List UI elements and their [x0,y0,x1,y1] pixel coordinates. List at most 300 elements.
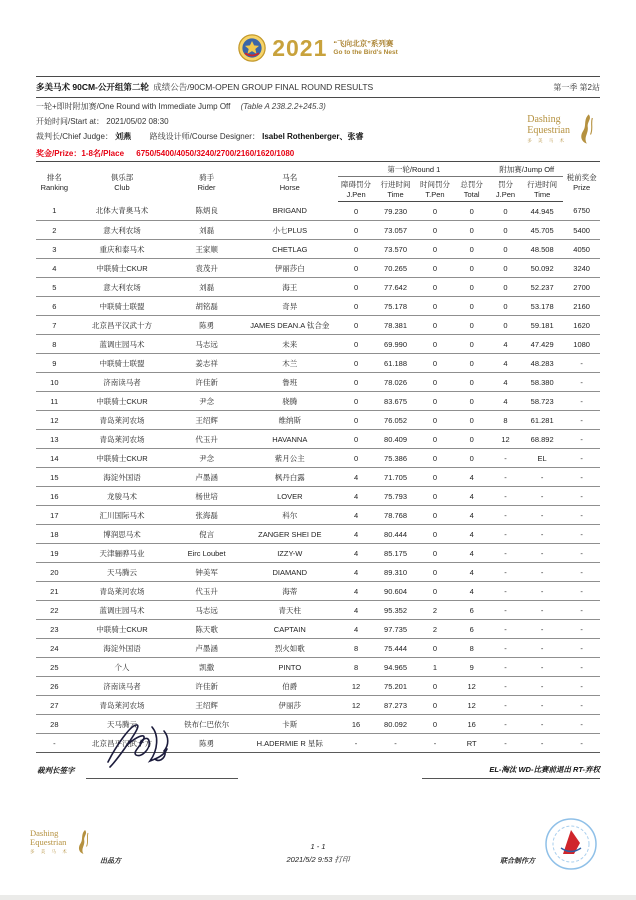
table-row [36,601,600,620]
signature-line [86,778,238,779]
cell-rider: 马志远 [195,339,218,349]
cell-r1-tpen: 0 [432,263,438,273]
cell-jo-jpen: - [504,662,507,672]
cell-jo-time: 61.281 [530,415,554,425]
cell-horse: HAVANNA [272,434,308,444]
cell-club: 天津骊骅马业 [99,548,145,558]
cell-r1-time: 85.175 [384,548,407,558]
cell-r1-total: 0 [469,415,474,425]
cell-prize: - [580,396,583,406]
cell-jo-time: - [540,567,544,577]
cell-prize: 1080 [573,339,590,349]
cell-horse: 伊丽莎 [278,700,302,710]
cell-jo-time: 47.429 [530,339,554,349]
cell-r1-tpen: 2 [432,605,438,615]
cell-r1-time: - [394,738,397,748]
cell-r1-tpen: 0 [432,358,438,368]
cell-r1-total: 0 [469,263,474,273]
cell-jo-jpen: - [504,453,507,463]
brand-sub-cn: 多 美 马 术 [527,138,567,143]
cell-horse: 奇异 [282,301,298,311]
cell-r1-time: 78.381 [384,320,407,330]
table-row [36,563,600,582]
cell-r1-tpen: 0 [432,529,438,539]
cell-r1-jpen: 4 [353,529,359,539]
cell-r1-total: 0 [469,282,474,292]
cell-jo-jpen: - [504,643,507,653]
cell-prize: 2700 [573,282,590,292]
cell-prize: 1620 [573,320,590,330]
cell-r1-tpen: - [433,738,437,748]
cell-club: 北京昌平汉武十方 [92,738,152,748]
cell-prize: - [580,567,583,577]
table-row [36,620,600,639]
cell-ranking: 18 [50,529,59,539]
cell-club: 北京昌平汉武十方 [92,320,152,330]
table-row [36,582,600,601]
cell-horse: 紫月公主 [274,453,305,463]
cell-jo-time: 58.723 [530,396,554,406]
cell-jo-time: 52.237 [530,282,554,292]
cell-r1-time: 80.409 [384,434,407,444]
cell-r1-tpen: 0 [432,301,438,311]
cell-ranking: 7 [52,320,57,330]
cell-prize: - [580,605,583,615]
brand-name [527,114,570,136]
cell-r1-tpen: 0 [432,719,438,729]
cell-rider: 王绍辉 [195,415,218,425]
col-rider-en: Rider [197,183,216,193]
cell-r1-total: 0 [469,320,474,330]
col-rider-cn: 骑手 [199,173,215,183]
cell-rider: 马志远 [195,605,218,615]
cell-horse: 小七PLUS [272,225,308,235]
cell-club: 天马腾云 [107,567,137,577]
cell-club: 博润思马术 [103,529,141,539]
cell-r1-jpen: 0 [353,320,359,330]
start-time-line [36,116,169,127]
cell-ranking: 12 [50,415,59,425]
brand-line2: Equestrian [30,837,67,847]
cell-r1-total: 12 [467,681,476,691]
cell-rider: 倪言 [199,529,215,539]
cell-club: 汇川国际马术 [99,510,145,520]
cell-r1-jpen: 12 [351,700,361,710]
cell-horse: 伊丽莎白 [274,263,305,273]
col-header-prize [563,162,600,202]
cell-ranking: 25 [50,662,59,672]
cell-r1-jpen: 4 [353,491,359,501]
cell-club: 济南读马者 [103,681,141,691]
brand-line2: Equestrian [527,125,570,136]
cell-jo-jpen: - [504,605,507,615]
cell-prize: - [580,738,583,748]
cell-ranking: 9 [52,358,57,368]
cell-club: 意大利农场 [103,225,141,235]
table-row [36,278,600,297]
cell-club: 龙骏马术 [107,491,137,501]
cell-jo-time: 45.705 [530,225,554,235]
cell-r1-total: 4 [469,548,474,558]
cell-r1-jpen: 0 [353,434,359,444]
cell-r1-jpen: 4 [353,510,359,520]
cell-r1-jpen: 0 [353,377,359,387]
cell-ranking: 11 [50,396,59,406]
cell-ranking: 2 [52,225,57,235]
table-row [36,202,600,221]
cell-prize: - [580,491,583,501]
cell-jo-jpen: - [504,567,507,577]
col-header-club [73,162,172,202]
cell-jo-jpen: 0 [503,320,508,330]
cell-r1-time: 75.178 [384,301,407,311]
col-ranking-cn: 排名 [46,173,62,183]
cell-club: 中联骑士CKUR [96,396,148,406]
col-jo-time-cn: 行进时间 [527,180,558,189]
cell-r1-total: 4 [469,510,474,520]
cell-r1-jpen: 0 [353,206,359,216]
cell-jo-time: - [540,472,544,482]
cell-jo-jpen: 12 [501,434,510,444]
cell-jo-jpen: 0 [503,244,508,254]
cell-r1-jpen: 4 [353,472,359,482]
table-row [36,639,600,658]
page-title-en: 成绩公告/90CM-OPEN GROUP FINAL ROUND RESULTS [153,82,374,92]
cell-r1-tpen: 0 [432,434,438,444]
prize-line [36,148,294,159]
cell-ranking: - [53,738,56,748]
cell-rider: 钟美军 [195,567,218,577]
cell-r1-jpen: 0 [353,263,359,273]
cell-r1-jpen: 4 [353,605,359,615]
course-designer-name: Isabel Rothenberger、张睿 [262,132,364,141]
cell-r1-time: 61.188 [384,358,407,368]
coproducer-label: 联合制作方 [500,858,535,865]
cell-r1-time: 79.230 [384,206,407,216]
cell-horse: 骁腾 [282,396,298,406]
brand-line1: Dashing [30,827,59,838]
cell-horse: 海王 [282,282,298,292]
cell-ranking: 24 [50,643,59,653]
cell-r1-jpen: 0 [353,453,359,463]
cell-r1-time: 78.768 [384,510,407,520]
cell-r1-time: 69.990 [384,339,407,349]
cell-jo-time: 53.178 [530,301,554,311]
cell-r1-jpen: 4 [353,586,359,596]
cell-club: 海淀外国语 [103,643,141,653]
cell-r1-time: 80.092 [384,719,407,729]
cell-rider: 许佳新 [195,681,218,691]
cell-r1-time: 75.386 [384,453,407,463]
cell-r1-jpen: 0 [353,225,359,235]
col-jo-time-en: Time [521,190,563,202]
cell-r1-time: 90.604 [384,586,407,596]
cell-ranking: 15 [50,472,59,482]
cell-r1-tpen: 2 [432,624,438,634]
masthead [0,34,636,62]
cell-r1-jpen: 0 [353,415,359,425]
cell-rider: 铁布仁巴依尔 [184,719,230,729]
cell-jo-jpen: - [504,529,507,539]
cell-prize: - [580,434,583,444]
judge-signature-label: 裁判长签字 [37,766,75,775]
cell-r1-time: 89.310 [384,567,407,577]
cell-r1-total: 0 [469,434,474,444]
legend-line [422,778,600,779]
cell-jo-time: EL [537,453,547,463]
cell-jo-jpen: - [504,738,507,748]
cell-jo-time: 59.181 [530,320,554,330]
cell-horse: ZANGER SHEI DE [258,529,322,539]
table-row [36,221,600,240]
cell-club: 个人 [114,662,130,672]
cell-r1-tpen: 0 [432,225,438,235]
page-title [36,81,373,93]
cell-jo-time: 48.283 [530,358,554,368]
cell-r1-time: 78.026 [384,377,407,387]
col-header-ranking [36,162,73,202]
cell-horse: CHETLAG [272,244,308,254]
cell-r1-tpen: 0 [432,282,438,292]
course-designer-label: 路线设计师/Course Designer： [149,132,260,141]
page-bottom-edge [0,895,636,900]
cell-club: 中联骑士CKUR [96,263,148,273]
table-row [36,373,600,392]
cell-prize: - [580,681,583,691]
competition-format [36,101,326,112]
table-row [36,449,600,468]
cell-rider: 王家顺 [195,244,218,254]
cell-jo-jpen: 8 [503,415,508,425]
cell-r1-total: 12 [467,700,476,710]
cell-horse: 枫丹白露 [274,472,305,482]
producer-label: 出品方 [100,858,121,865]
cell-r1-total: 4 [469,491,474,501]
cell-club: 青岛莱河农场 [99,434,145,444]
table-row [36,316,600,335]
cell-jo-time: - [540,605,544,615]
cell-jo-jpen: - [504,548,507,558]
brand-text [527,114,570,144]
cell-r1-tpen: 0 [432,415,438,425]
cell-ranking: 26 [50,681,59,691]
cell-r1-tpen: 0 [432,206,438,216]
cell-r1-tpen: 0 [432,339,438,349]
cell-rider: 杨世培 [195,491,218,501]
cell-horse: 鲁班 [282,377,298,387]
cell-horse: 青天柱 [278,605,302,615]
cell-jo-jpen: 0 [503,301,508,311]
cell-r1-tpen: 1 [432,662,438,672]
cell-ranking: 6 [52,301,57,311]
table-row [36,297,600,316]
cell-rider: 胡铭磊 [195,301,218,311]
cell-r1-total: 8 [469,643,474,653]
cell-jo-jpen: - [504,624,507,634]
cell-jo-jpen: 0 [503,263,508,273]
cell-rider: 陈勇 [199,738,215,748]
table-rule-note: (Table A 238.2.2+245.3) [240,102,326,111]
cell-rider: 卢墨涵 [195,472,218,482]
cell-r1-tpen: 0 [432,472,438,482]
brand-sub-cn: 多 美 马 术 [30,849,70,855]
cell-r1-time: 70.265 [384,263,407,273]
cell-rider: 陈勇 [199,320,215,330]
cell-jo-jpen: 4 [503,358,508,368]
cell-club: 青岛莱河农场 [99,415,145,425]
cell-r1-tpen: 0 [432,643,438,653]
table-row [36,506,600,525]
results-tbody [36,202,600,753]
cell-ranking: 1 [52,206,57,216]
col-club-cn: 俱乐部 [110,173,134,183]
table-row [36,468,600,487]
cell-prize: - [580,510,583,520]
cell-r1-jpen: 4 [353,548,359,558]
cell-horse: 木兰 [282,358,298,368]
officials-line [36,131,363,142]
cell-jo-jpen: 0 [503,206,508,216]
cell-club: 意大利农场 [103,282,141,292]
brand-line1: Dashing [527,114,561,125]
cell-horse: CAPTAIN [273,624,306,634]
cell-r1-total: 6 [469,605,474,615]
cell-jo-time: - [540,510,544,520]
cell-jo-jpen: 4 [503,396,508,406]
table-row [36,335,600,354]
cell-jo-jpen: 0 [503,225,508,235]
event-slogan-en: Go to the Bird's Nest [333,48,398,56]
cell-r1-total: 0 [469,244,474,254]
cell-club: 天马腾云 [107,719,137,729]
results-table [36,161,600,753]
cell-horse: H.ADERMIE R 星际 [256,738,323,748]
table-row [36,354,600,373]
cell-club: 重庆和泰马术 [99,244,145,254]
cell-jo-jpen: - [504,472,507,482]
cell-horse: 维纳斯 [278,415,302,425]
cell-rider: 凯撒 [199,662,215,672]
cell-jo-time: - [540,681,544,691]
cell-ranking: 22 [50,605,59,615]
cell-club: 青岛莱河农场 [99,700,145,710]
table-row [36,525,600,544]
cell-r1-jpen: 4 [353,624,359,634]
cell-prize: - [580,415,583,425]
cell-r1-tpen: 0 [432,396,438,406]
cell-jo-time: - [540,529,544,539]
col-prize-en: Prize [573,183,591,193]
cell-r1-time: 77.642 [384,282,407,292]
cell-rider: 卢墨涵 [195,643,218,653]
cell-jo-jpen: 0 [503,282,508,292]
col-horse-en: Horse [279,183,300,193]
cell-jo-jpen: - [504,586,507,596]
cell-jo-time: 68.892 [530,434,554,444]
cell-jo-jpen: - [504,700,507,710]
cell-jo-time: - [540,491,544,501]
cell-horse: 烈火如歌 [274,643,305,653]
cell-prize: 2160 [573,301,590,311]
page-number: 1 - 1 [310,842,326,851]
table-row [36,487,600,506]
cell-r1-jpen: 12 [351,681,361,691]
cell-ranking: 13 [50,434,59,444]
cell-r1-total: 0 [469,358,474,368]
cell-jo-time: - [540,719,544,729]
col-r1-time-en: Time [374,190,416,202]
cell-prize: 4050 [573,244,590,254]
cell-prize: 5400 [573,225,590,235]
season-stage: 第一季 第2站 [553,82,600,92]
cell-r1-jpen: 16 [351,719,361,729]
table-row [36,259,600,278]
cell-r1-time: 94.965 [384,662,407,672]
header-group-row [36,162,600,177]
event-year: 2021 [272,34,328,61]
cell-prize: - [580,377,583,387]
prize-label: 奖金/Prize：1-8名/Place [36,149,125,158]
cell-r1-total: 0 [469,453,474,463]
cell-r1-time: 83.675 [384,396,407,406]
cell-r1-total: 4 [469,472,474,482]
cell-jo-jpen: 4 [503,377,508,387]
cell-r1-tpen: 0 [432,377,438,387]
cell-club: 青岛莱河农场 [99,586,145,596]
cell-club: 中联骑士联盟 [99,301,145,311]
cell-horse: LOVER [277,491,303,501]
cell-r1-time: 95.352 [384,605,407,615]
cell-ranking: 14 [50,453,59,463]
cell-rider: 刘磊 [199,282,215,292]
cell-prize: - [580,548,583,558]
cell-jo-jpen: - [504,491,507,501]
cell-jo-time: 48.508 [530,244,554,254]
cell-rider: 代玉升 [195,434,218,444]
cell-r1-time: 75.444 [384,643,407,653]
col-jo-jpen-en: J.Pen [490,190,521,202]
event-slogan-cn: “飞向北京”系列赛 [333,38,394,48]
abbreviation-legend: EL-淘汰 WD-比赛前退出 RT-弃权 [489,765,600,774]
cell-r1-time: 75.793 [384,491,407,501]
cell-jo-jpen: - [504,510,507,520]
cell-r1-jpen: 0 [353,396,359,406]
cell-r1-tpen: 0 [432,320,438,330]
cell-r1-total: 0 [469,339,474,349]
chief-judge-label: 裁判长/Chief Judge： [36,132,113,141]
cell-r1-time: 75.201 [384,681,407,691]
cell-club: 北体大青奥马术 [95,206,149,216]
cell-club: 济南读马者 [103,377,141,387]
table-row [36,696,600,715]
col-horse-cn: 马名 [282,173,298,183]
cell-r1-tpen: 0 [432,586,438,596]
cell-jo-time: - [540,700,544,710]
cell-prize: 3240 [573,263,590,273]
cell-r1-time: 71.705 [384,472,407,482]
cell-r1-time: 97.735 [384,624,407,634]
cell-club: 中联骑士联盟 [99,358,145,368]
cell-r1-tpen: 0 [432,491,438,501]
cell-rider: 尹念 [199,453,215,463]
cell-ranking: 5 [52,282,57,292]
cell-r1-total: 4 [469,567,474,577]
cell-rider: 代玉升 [195,586,218,596]
cell-r1-tpen: 0 [432,548,438,558]
col-group-round1: 第一轮/Round 1 [338,162,490,177]
cell-ranking: 10 [50,377,59,387]
cell-jo-jpen: 4 [503,339,508,349]
